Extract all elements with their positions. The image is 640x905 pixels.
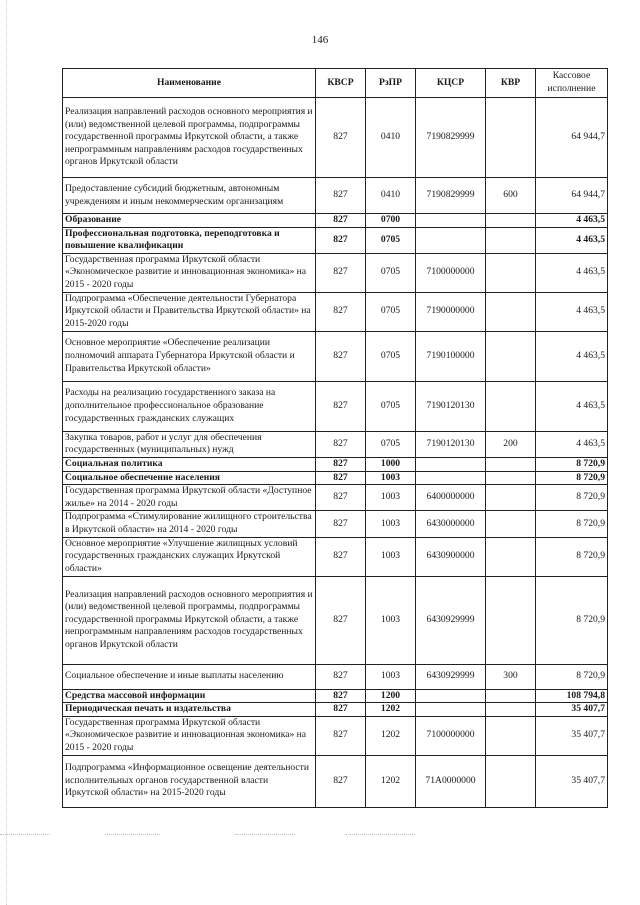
table-row <box>63 537 608 576</box>
cell-name: Социальная политика <box>63 457 316 471</box>
cell-kcsr: 6430929999 <box>416 664 486 689</box>
cell-kcsr: 7190000000 <box>416 292 486 331</box>
table-row <box>63 253 608 292</box>
cell-rzpr: 1003 <box>366 471 416 485</box>
cell-kvr <box>486 292 536 331</box>
cell-amount: 35 407,7 <box>536 703 608 717</box>
cell-amount: 8 720,9 <box>536 471 608 485</box>
scan-footer-artifact <box>105 834 160 836</box>
header-rzpr: РзПР <box>366 69 416 98</box>
table-row <box>63 689 608 703</box>
table-row <box>63 755 608 807</box>
cell-rzpr: 0705 <box>366 227 416 253</box>
cell-kvr: 200 <box>486 431 536 457</box>
cell-amount: 4 463,5 <box>536 227 608 253</box>
table-row <box>63 381 608 431</box>
cell-name: Государственная программа Иркутской области «Доступное жилье» на 2014 - 2020 годы <box>63 485 316 511</box>
cell-kvr <box>486 703 536 717</box>
cell-kcsr <box>416 214 486 228</box>
cell-kvr <box>486 485 536 511</box>
cell-kcsr: 7190100000 <box>416 331 486 381</box>
table-row <box>63 98 608 178</box>
header-amount: Кассовое исполнение <box>536 69 608 98</box>
cell-amount: 4 463,5 <box>536 431 608 457</box>
cell-kvsr: 827 <box>316 485 366 511</box>
cell-amount: 8 720,9 <box>536 485 608 511</box>
cell-name: Подпрограмма «Информационное освещение деятельности исполнительных органов государственной власти Иркутской области» на 2015-2020 годы <box>63 755 316 807</box>
cell-kvr <box>486 511 536 537</box>
cell-kvsr: 827 <box>316 703 366 717</box>
cell-kvr <box>486 457 536 471</box>
cell-kvr <box>486 689 536 703</box>
cell-kvsr: 827 <box>316 471 366 485</box>
cell-rzpr: 1003 <box>366 537 416 576</box>
cell-kvr <box>486 716 536 755</box>
cell-kcsr: 7190120130 <box>416 381 486 431</box>
table-row <box>63 457 608 471</box>
cell-name: Образование <box>63 214 316 228</box>
cell-rzpr: 1202 <box>366 755 416 807</box>
cell-kvr <box>486 331 536 381</box>
cell-name: Расходы на реализацию государственного заказа на дополнительное профессиональное образование государственных гражданских служащих <box>63 381 316 431</box>
cell-amount: 8 720,9 <box>536 457 608 471</box>
header-kcsr: КЦСР <box>416 69 486 98</box>
cell-kvsr: 827 <box>316 755 366 807</box>
cell-kvsr: 827 <box>316 214 366 228</box>
cell-name: Реализация направлений расходов основного мероприятия и (или) ведомственной целевой программы, подпрограммы государственной программы Иркутской области, а также непрограммным направлениям расходов государственных органов Иркутской области <box>63 98 316 178</box>
cell-kvsr: 827 <box>316 292 366 331</box>
table-row <box>63 664 608 689</box>
cell-amount: 35 407,7 <box>536 716 608 755</box>
table-body <box>63 98 608 808</box>
cell-kcsr <box>416 471 486 485</box>
cell-kvsr: 827 <box>316 457 366 471</box>
cell-amount: 108 794,8 <box>536 689 608 703</box>
table-row <box>63 716 608 755</box>
cell-kvsr: 827 <box>316 178 366 214</box>
cell-kvsr: 827 <box>316 98 366 178</box>
cell-kcsr: 6430929999 <box>416 576 486 664</box>
cell-rzpr: 1003 <box>366 511 416 537</box>
cell-kcsr: 71А0000000 <box>416 755 486 807</box>
table-row <box>63 576 608 664</box>
cell-rzpr: 0705 <box>366 381 416 431</box>
cell-amount: 4 463,5 <box>536 214 608 228</box>
cell-kvsr: 827 <box>316 253 366 292</box>
table-row <box>63 331 608 381</box>
cell-name: Реализация направлений расходов основного мероприятия и (или) ведомственной целевой программы, подпрограммы государственной программы Иркутской области, а также непрограммным направлениям расходов государственных органов Иркутской области <box>63 576 316 664</box>
cell-kvsr: 827 <box>316 511 366 537</box>
cell-rzpr: 0705 <box>366 253 416 292</box>
cell-kvsr: 827 <box>316 537 366 576</box>
cell-kcsr: 7190120130 <box>416 431 486 457</box>
cell-rzpr: 1003 <box>366 485 416 511</box>
cell-kvr <box>486 576 536 664</box>
cell-name: Государственная программа Иркутской области «Экономическое развитие и инновационная экономика» на 2015 - 2020 годы <box>63 716 316 755</box>
cell-kvr <box>486 381 536 431</box>
cell-amount: 35 407,7 <box>536 755 608 807</box>
cell-amount: 4 463,5 <box>536 292 608 331</box>
table-row <box>63 485 608 511</box>
cell-kcsr <box>416 457 486 471</box>
cell-name: Социальное обеспечение и иные выплаты населению <box>63 664 316 689</box>
cell-name: Социальное обеспечение населения <box>63 471 316 485</box>
scan-edge-artifact <box>6 0 9 905</box>
cell-name: Периодическая печать и издательства <box>63 703 316 717</box>
cell-kvr <box>486 227 536 253</box>
cell-kcsr <box>416 689 486 703</box>
table-row <box>63 511 608 537</box>
scan-footer-artifact <box>0 834 50 836</box>
cell-kvsr: 827 <box>316 664 366 689</box>
cell-kvr <box>486 471 536 485</box>
cell-kcsr <box>416 703 486 717</box>
cell-kvsr: 827 <box>316 431 366 457</box>
cell-kcsr: 7100000000 <box>416 253 486 292</box>
cell-kvsr: 827 <box>316 381 366 431</box>
cell-name: Профессиональная подготовка, переподготовка и повышение квалификации <box>63 227 316 253</box>
scan-footer-artifact <box>345 834 415 836</box>
cell-amount: 64 944,7 <box>536 98 608 178</box>
cell-rzpr: 1200 <box>366 689 416 703</box>
table-header-row <box>63 69 608 98</box>
header-kvr: КВР <box>486 69 536 98</box>
cell-rzpr: 1000 <box>366 457 416 471</box>
table-row <box>63 292 608 331</box>
cell-rzpr: 0700 <box>366 214 416 228</box>
cell-kcsr <box>416 227 486 253</box>
table-row <box>63 214 608 228</box>
cell-amount: 4 463,5 <box>536 331 608 381</box>
cell-amount: 8 720,9 <box>536 537 608 576</box>
cell-amount: 8 720,9 <box>536 664 608 689</box>
table-row <box>63 471 608 485</box>
cell-rzpr: 0705 <box>366 292 416 331</box>
cell-rzpr: 0410 <box>366 178 416 214</box>
cell-kvr: 300 <box>486 664 536 689</box>
cell-name: Подпрограмма «Обеспечение деятельности Губернатора Иркутской области и Правительства Иркутской области» на 2015-2020 годы <box>63 292 316 331</box>
cell-kvr <box>486 253 536 292</box>
header-kvsr: КВСР <box>316 69 366 98</box>
cell-kcsr: 6430000000 <box>416 511 486 537</box>
cell-kvr: 600 <box>486 178 536 214</box>
cell-name: Средства массовой информации <box>63 689 316 703</box>
table-row <box>63 703 608 717</box>
cell-name: Закупка товаров, работ и услуг для обеспечения государственных (муниципальных) нужд <box>63 431 316 457</box>
cell-kcsr: 7190829999 <box>416 98 486 178</box>
cell-amount: 64 944,7 <box>536 178 608 214</box>
table-row <box>63 227 608 253</box>
cell-rzpr: 0410 <box>366 98 416 178</box>
budget-execution-table <box>62 68 608 808</box>
cell-rzpr: 0705 <box>366 431 416 457</box>
cell-name: Основное мероприятие «Улучшение жилищных условий государственных гражданских служащих Иркутской области» <box>63 537 316 576</box>
cell-kcsr: 7100000000 <box>416 716 486 755</box>
cell-kvsr: 827 <box>316 331 366 381</box>
cell-rzpr: 1003 <box>366 664 416 689</box>
scan-footer-artifact <box>235 834 295 836</box>
cell-name: Государственная программа Иркутской области «Экономическое развитие и инновационная экономика» на 2015 - 2020 годы <box>63 253 316 292</box>
cell-kvsr: 827 <box>316 689 366 703</box>
cell-rzpr: 0705 <box>366 331 416 381</box>
table-row <box>63 178 608 214</box>
cell-kvsr: 827 <box>316 576 366 664</box>
cell-name: Подпрограмма «Стимулирование жилищного строительства в Иркутской области» на 2014 - 2020 годы <box>63 511 316 537</box>
cell-amount: 4 463,5 <box>536 253 608 292</box>
cell-kvsr: 827 <box>316 716 366 755</box>
cell-kvr <box>486 214 536 228</box>
cell-kcsr: 6400000000 <box>416 485 486 511</box>
cell-kcsr: 7190829999 <box>416 178 486 214</box>
table-row <box>63 431 608 457</box>
cell-amount: 8 720,9 <box>536 576 608 664</box>
header-name: Наименование <box>63 69 316 98</box>
cell-kcsr: 6430900000 <box>416 537 486 576</box>
cell-amount: 8 720,9 <box>536 511 608 537</box>
cell-kvsr: 827 <box>316 227 366 253</box>
cell-kvr <box>486 98 536 178</box>
cell-name: Основное мероприятие «Обеспечение реализации полномочий аппарата Губернатора Иркутской области и Правительства Иркутской области» <box>63 331 316 381</box>
cell-rzpr: 1003 <box>366 576 416 664</box>
cell-kvr <box>486 755 536 807</box>
cell-amount: 4 463,5 <box>536 381 608 431</box>
cell-rzpr: 1202 <box>366 703 416 717</box>
page-number: 146 <box>311 34 329 46</box>
cell-kvr <box>486 537 536 576</box>
cell-name: Предоставление субсидий бюджетным, автономным учреждениям и иным некоммерческим организациям <box>63 178 316 214</box>
cell-rzpr: 1202 <box>366 716 416 755</box>
